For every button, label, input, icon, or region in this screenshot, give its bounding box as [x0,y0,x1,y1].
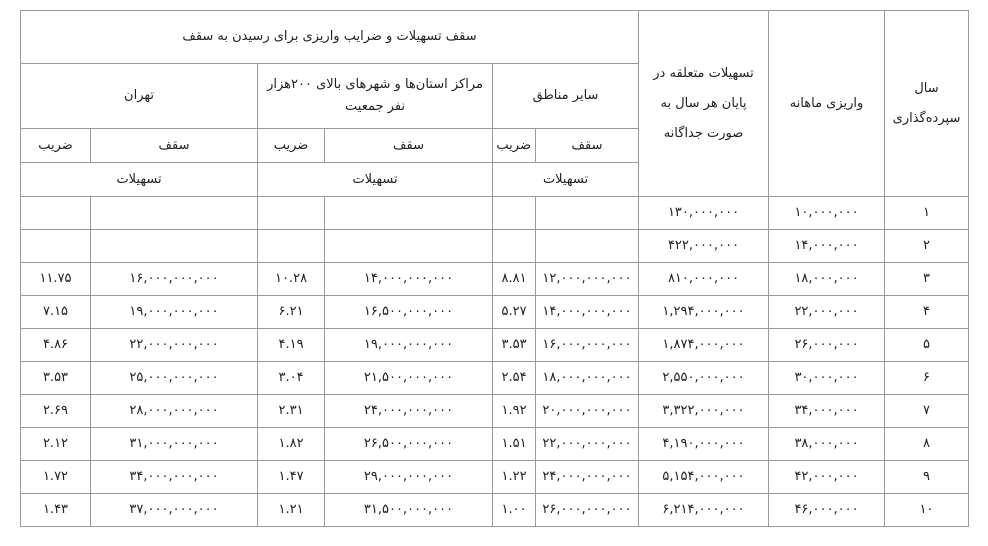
cell-centers-ceiling [325,230,493,263]
cell-year: ۷ [885,395,969,428]
cell-centers-coef: ۱.۸۲ [258,428,325,461]
header-ceiling-group: سقف تسهیلات و ضرایب واریزی برای رسیدن به سقف [21,11,639,64]
cell-tehran-ceiling: ۱۶,۰۰۰,۰۰۰,۰۰۰ [91,263,258,296]
cell-year: ۸ [885,428,969,461]
cell-tehran-coef: ۴.۸۶ [21,329,91,362]
header-other-ceiling: سقف [536,129,639,163]
cell-centers-coef: ۶.۲۱ [258,296,325,329]
cell-other-coef: ۸.۸۱ [493,263,536,296]
header-centers-ceiling: سقف [325,129,493,163]
cell-tehran-coef [21,230,91,263]
cell-centers-coef: ۱.۲۱ [258,494,325,527]
cell-facility: ۱۳۰,۰۰۰,۰۰۰ [639,197,769,230]
cell-monthly-deposit: ۱۴,۰۰۰,۰۰۰ [769,230,885,263]
cell-other-coef: ۲.۵۴ [493,362,536,395]
cell-facility: ۱,۲۹۴,۰۰۰,۰۰۰ [639,296,769,329]
header-region-other: سایر مناطق [493,64,639,129]
cell-year: ۹ [885,461,969,494]
cell-facility: ۱,۸۷۴,۰۰۰,۰۰۰ [639,329,769,362]
cell-tehran-coef: ۱.۴۳ [21,494,91,527]
cell-tehran-ceiling: ۱۹,۰۰۰,۰۰۰,۰۰۰ [91,296,258,329]
cell-other-ceiling: ۲۲,۰۰۰,۰۰۰,۰۰۰ [536,428,639,461]
cell-other-ceiling: ۲۶,۰۰۰,۰۰۰,۰۰۰ [536,494,639,527]
table-row [21,329,969,362]
table-row [21,362,969,395]
cell-tehran-coef: ۱.۷۲ [21,461,91,494]
cell-other-coef: ۱.۹۲ [493,395,536,428]
cell-other-ceiling: ۱۲,۰۰۰,۰۰۰,۰۰۰ [536,263,639,296]
header-region-centers: مراکز استان‌ها و شهرهای بالای ۲۰۰هزار نفر جمعیت [258,64,493,129]
cell-tehran-coef: ۲.۶۹ [21,395,91,428]
cell-monthly-deposit: ۳۸,۰۰۰,۰۰۰ [769,428,885,461]
cell-other-ceiling: ۱۸,۰۰۰,۰۰۰,۰۰۰ [536,362,639,395]
cell-other-ceiling [536,197,639,230]
cell-tehran-coef: ۲.۱۲ [21,428,91,461]
cell-facility: ۴۲۲,۰۰۰,۰۰۰ [639,230,769,263]
cell-tehran-ceiling: ۲۲,۰۰۰,۰۰۰,۰۰۰ [91,329,258,362]
table-row [21,428,969,461]
cell-monthly-deposit: ۱۸,۰۰۰,۰۰۰ [769,263,885,296]
cell-year: ۱۰ [885,494,969,527]
cell-facility: ۲,۵۵۰,۰۰۰,۰۰۰ [639,362,769,395]
header-tehran-ceiling: سقف [91,129,258,163]
cell-tehran-coef: ۳.۵۳ [21,362,91,395]
cell-tehran-ceiling: ۲۸,۰۰۰,۰۰۰,۰۰۰ [91,395,258,428]
cell-tehran-ceiling: ۳۷,۰۰۰,۰۰۰,۰۰۰ [91,494,258,527]
cell-centers-ceiling: ۲۴,۰۰۰,۰۰۰,۰۰۰ [325,395,493,428]
cell-centers-ceiling: ۱۴,۰۰۰,۰۰۰,۰۰۰ [325,263,493,296]
cell-other-coef [493,230,536,263]
cell-tehran-ceiling: ۳۱,۰۰۰,۰۰۰,۰۰۰ [91,428,258,461]
cell-tehran-coef: ۷.۱۵ [21,296,91,329]
cell-centers-coef: ۴.۱۹ [258,329,325,362]
cell-other-coef: ۱.۲۲ [493,461,536,494]
table-row [21,395,969,428]
cell-other-ceiling: ۲۰,۰۰۰,۰۰۰,۰۰۰ [536,395,639,428]
cell-centers-ceiling: ۲۹,۰۰۰,۰۰۰,۰۰۰ [325,461,493,494]
cell-centers-ceiling: ۱۹,۰۰۰,۰۰۰,۰۰۰ [325,329,493,362]
cell-facility: ۶,۲۱۴,۰۰۰,۰۰۰ [639,494,769,527]
cell-centers-coef: ۳.۰۴ [258,362,325,395]
cell-monthly-deposit: ۱۰,۰۰۰,۰۰۰ [769,197,885,230]
cell-centers-coef: ۲.۳۱ [258,395,325,428]
cell-centers-coef: ۱.۴۷ [258,461,325,494]
cell-centers-ceiling: ۲۱,۵۰۰,۰۰۰,۰۰۰ [325,362,493,395]
table-body [21,197,969,527]
header-tehran-facilities: تسهیلات [21,163,258,197]
cell-monthly-deposit: ۳۴,۰۰۰,۰۰۰ [769,395,885,428]
cell-other-ceiling: ۱۴,۰۰۰,۰۰۰,۰۰۰ [536,296,639,329]
header-other-coef: ضریب [493,129,536,163]
header-centers-facilities: تسهیلات [258,163,493,197]
cell-facility: ۴,۱۹۰,۰۰۰,۰۰۰ [639,428,769,461]
cell-monthly-deposit: ۲۶,۰۰۰,۰۰۰ [769,329,885,362]
cell-year: ۱ [885,197,969,230]
table-row [21,494,969,527]
header-centers-coef: ضریب [258,129,325,163]
savings-facilities-table [20,10,969,527]
cell-centers-coef [258,230,325,263]
cell-year: ۲ [885,230,969,263]
cell-tehran-ceiling: ۳۴,۰۰۰,۰۰۰,۰۰۰ [91,461,258,494]
cell-monthly-deposit: ۴۲,۰۰۰,۰۰۰ [769,461,885,494]
cell-centers-ceiling: ۱۶,۵۰۰,۰۰۰,۰۰۰ [325,296,493,329]
header-other-facilities: تسهیلات [493,163,639,197]
cell-other-ceiling: ۲۴,۰۰۰,۰۰۰,۰۰۰ [536,461,639,494]
cell-centers-coef: ۱۰.۲۸ [258,263,325,296]
cell-centers-ceiling: ۳۱,۵۰۰,۰۰۰,۰۰۰ [325,494,493,527]
cell-other-ceiling [536,230,639,263]
cell-centers-ceiling: ۲۶,۵۰۰,۰۰۰,۰۰۰ [325,428,493,461]
table-row [21,263,969,296]
header-year: سال سپرده‌گذاری [885,11,969,197]
header-tehran-coef: ضریب [21,129,91,163]
cell-facility: ۸۱۰,۰۰۰,۰۰۰ [639,263,769,296]
cell-tehran-ceiling: ۲۵,۰۰۰,۰۰۰,۰۰۰ [91,362,258,395]
table-row [21,230,969,263]
cell-other-coef: ۱.۵۱ [493,428,536,461]
cell-year: ۵ [885,329,969,362]
header-facility-each-year: تسهیلات متعلقه در پایان هر سال به صورت جداگانه [639,11,769,197]
cell-year: ۴ [885,296,969,329]
cell-other-coef: ۳.۵۳ [493,329,536,362]
header-monthly-deposit: واریزی ماهانه [769,11,885,197]
cell-centers-coef [258,197,325,230]
cell-tehran-ceiling [91,230,258,263]
cell-tehran-coef: ۱۱.۷۵ [21,263,91,296]
cell-tehran-ceiling [91,197,258,230]
cell-facility: ۵,۱۵۴,۰۰۰,۰۰۰ [639,461,769,494]
cell-tehran-coef [21,197,91,230]
table-row [21,296,969,329]
cell-centers-ceiling [325,197,493,230]
cell-year: ۳ [885,263,969,296]
header-region-tehran: تهران [21,64,258,129]
cell-other-coef: ۵.۲۷ [493,296,536,329]
cell-other-coef [493,197,536,230]
cell-facility: ۳,۳۲۲,۰۰۰,۰۰۰ [639,395,769,428]
table-row [21,197,969,230]
cell-other-coef: ۱.۰۰ [493,494,536,527]
table-row [21,461,969,494]
cell-monthly-deposit: ۴۶,۰۰۰,۰۰۰ [769,494,885,527]
cell-monthly-deposit: ۲۲,۰۰۰,۰۰۰ [769,296,885,329]
cell-year: ۶ [885,362,969,395]
cell-monthly-deposit: ۳۰,۰۰۰,۰۰۰ [769,362,885,395]
cell-other-ceiling: ۱۶,۰۰۰,۰۰۰,۰۰۰ [536,329,639,362]
